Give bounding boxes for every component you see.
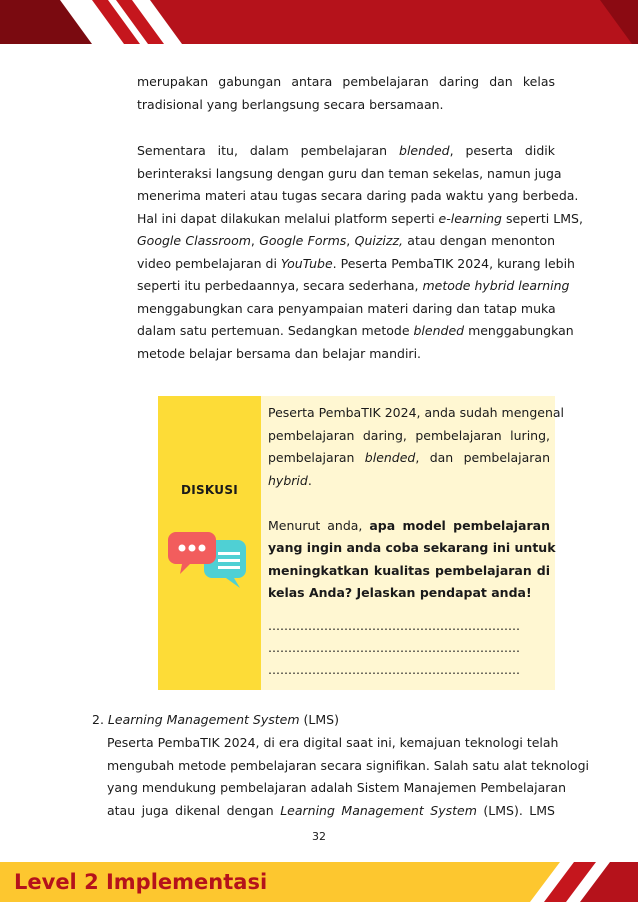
- text-line: [268, 515, 550, 538]
- footer-title: Level 2 Implementasi: [14, 870, 268, 894]
- header-banner: [0, 0, 638, 44]
- text-bold: apa model pembelajaran: [369, 517, 550, 533]
- text-line: [137, 230, 555, 253]
- text-line: pembelajaran daring, pembelajaran luring,: [268, 427, 550, 443]
- text-line: merupakan gabungan antara pembelajaran daring dan kelas: [137, 74, 555, 89]
- page-number: 32: [312, 830, 326, 843]
- text-line: [137, 320, 574, 343]
- discussion-content: [261, 396, 565, 690]
- text-span: seperti LMS,: [501, 210, 583, 226]
- text-span: (LMS). LMS: [476, 802, 555, 818]
- text-line: Peserta PembaTIK 2024, di era digital saat ini, kemajuan teknologi telah: [107, 735, 559, 750]
- text-span: atau juga dikenal dengan: [107, 802, 281, 818]
- text-line: [268, 447, 550, 470]
- section-heading: [92, 709, 339, 732]
- text-line: [268, 470, 550, 493]
- text-line: [137, 275, 570, 298]
- text-italic: e-learning: [438, 210, 502, 226]
- text-line: [137, 140, 555, 163]
- text-span: , peserta didik: [449, 143, 555, 158]
- text-italic: Google Classroom: [137, 233, 251, 248]
- text-italic: blended: [399, 143, 450, 158]
- text-span: atau dengan menonton: [402, 233, 556, 248]
- text-line: yang ingin anda coba sekarang ini untuk: [268, 540, 556, 555]
- text-span: , dan pembelajaran: [415, 450, 550, 465]
- answer-line: ………………………………………………………: [268, 663, 520, 677]
- chat-bubbles-icon: [168, 526, 248, 590]
- text-italic: Quizizz,: [354, 233, 403, 248]
- text-span: . Peserta PembaTIK 2024, kurang lebih: [332, 255, 575, 271]
- section-title-italic: Learning Management System: [107, 712, 300, 727]
- text-italic: metode hybrid learning: [422, 278, 570, 293]
- text-span: seperti itu perbedaannya, secara sederhana,: [137, 278, 423, 293]
- paragraph-lms: [107, 732, 589, 822]
- text-line: menggabungkan cara penyampaian materi daring dan tatap muka: [137, 300, 556, 316]
- paragraph-blended: [137, 140, 583, 365]
- paragraph-intro: [137, 71, 555, 116]
- text-span: ,: [250, 233, 260, 248]
- text-line: Peserta PembaTIK 2024, anda sudah mengenal: [268, 405, 565, 420]
- text-line: berinteraksi langsung dengan guru dan teman sekelas, namun juga: [137, 165, 562, 181]
- text-line: tradisional yang berlangsung secara bersamaan.: [137, 96, 444, 112]
- text-italic: Google Forms: [259, 233, 347, 248]
- header-stripes: [0, 0, 638, 44]
- section-number: 2.: [92, 712, 104, 727]
- text-span: .: [307, 472, 312, 488]
- answer-lines: [268, 615, 550, 681]
- text-line: kelas Anda? Jelaskan pendapat anda!: [268, 585, 532, 600]
- text-line: menerima materi atau tugas secara daring pada waktu yang berbeda.: [137, 188, 579, 203]
- discussion-box: [158, 396, 565, 690]
- text-italic: hybrid: [268, 472, 308, 488]
- text-italic: blended: [413, 323, 465, 338]
- text-span: pembelajaran: [268, 450, 365, 465]
- discussion-question: [268, 402, 565, 605]
- text-span: menggabungkan: [464, 323, 574, 338]
- text-span: ,: [346, 233, 355, 248]
- text-italic: YouTube: [280, 255, 333, 271]
- text-span: Menurut anda,: [268, 517, 370, 533]
- discussion-sidebar: [158, 396, 261, 690]
- discussion-label: DISKUSI: [180, 483, 239, 497]
- text-span: Hal ini dapat dilakukan melalui platform seperti: [137, 210, 439, 226]
- answer-line: ………………………………………………………: [268, 641, 520, 655]
- text-line: [137, 208, 583, 231]
- answer-line: ………………………………………………………: [268, 619, 520, 633]
- text-line: metode belajar bersama dan belajar mandiri.: [137, 345, 422, 361]
- text-line: [137, 253, 575, 276]
- text-span: video pembelajaran di: [137, 255, 281, 271]
- text-line: [107, 800, 555, 823]
- text-italic: blended: [364, 450, 416, 465]
- text-line: yang mendukung pembelajaran adalah Sistem Manajemen Pembelajaran: [107, 780, 566, 795]
- section-title-suffix: (LMS): [299, 712, 339, 727]
- text-line: meningkatkan kualitas pembelajaran di: [268, 562, 550, 578]
- text-line: mengubah metode pembelajaran secara signifikan. Salah satu alat teknologi: [107, 757, 589, 773]
- text-span: dalam satu pertemuan. Sedangkan metode: [137, 323, 414, 338]
- text-italic: Learning Management System: [280, 802, 477, 818]
- text-span: Sementara itu, dalam pembelajaran: [137, 143, 400, 158]
